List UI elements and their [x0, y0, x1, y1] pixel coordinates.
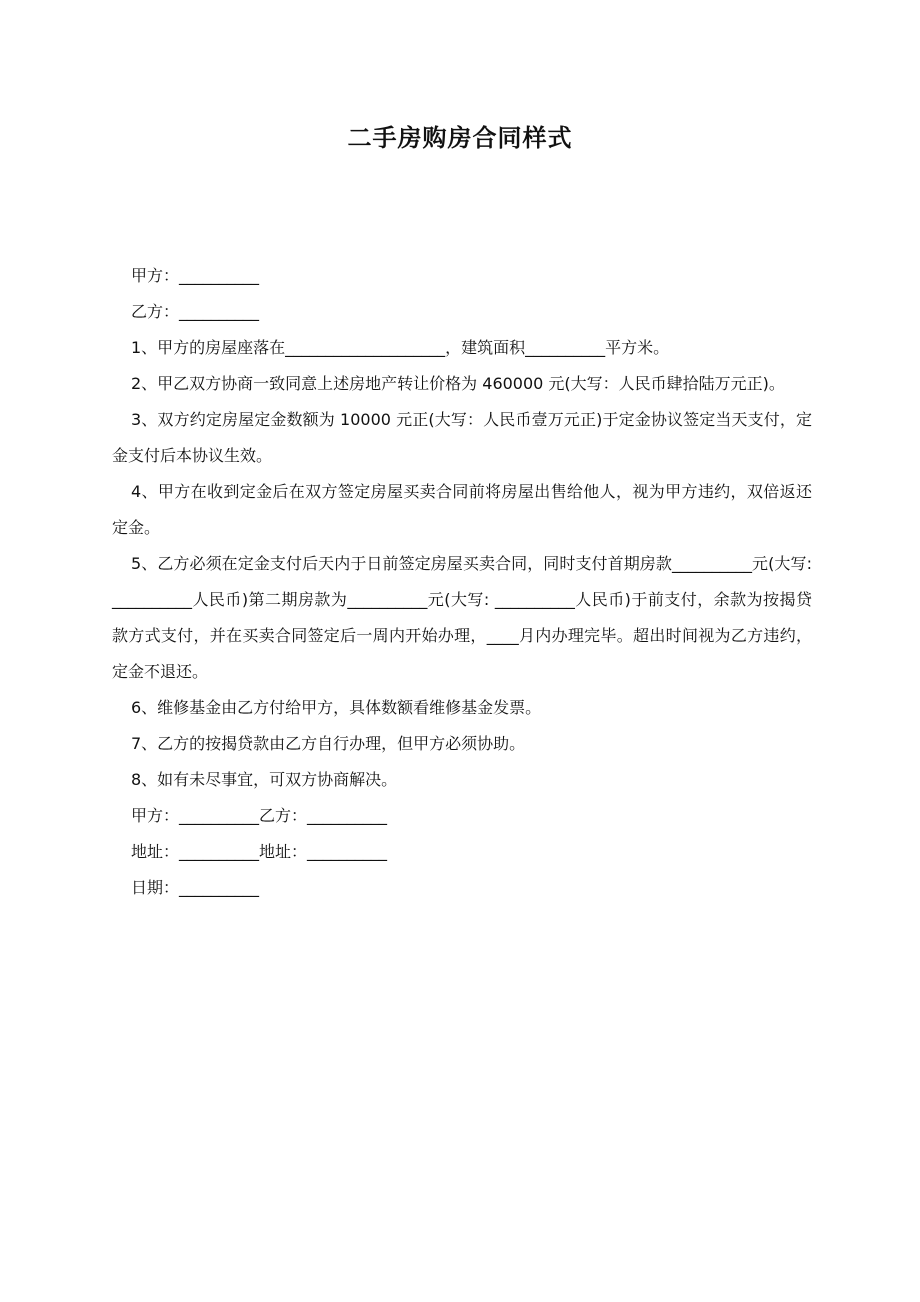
party-a-line: 甲方：__________ [131, 266, 260, 285]
page-title: 二手房购房合同样式 [347, 124, 573, 152]
clause-5: 5、乙方必须在定金支付后天内于日前签定房屋买卖合同，同时支付首期房款__________元(大写: __________人民币)第二期房款为__________元(大写: __________人民币)于前支付，余款为按揭贷款方式支付，并在买卖合同签定后一周内开始办理，____月内办理完毕。超出时间视为乙方违约，定金不退还。 [112, 554, 812, 681]
signature-date: 日期：__________ [131, 878, 260, 897]
clause-4: 4、甲方在收到定金后在双方签定房屋买卖合同前将房屋出售给他人，视为甲方违约，双倍返还定金。 [112, 482, 812, 537]
clause-2: 2、甲乙双方协商一致同意上述房地产转让价格为 460000 元(大写：人民币肆拾陆万元正)。 [131, 374, 785, 393]
clause-3: 3、双方约定房屋定金数额为 10000 元正(大写：人民币壹万元正)于定金协议签定当天支付，定金支付后本协议生效。 [112, 410, 812, 465]
clause-6: 6、维修基金由乙方付给甲方，具体数额看维修基金发票。 [131, 698, 542, 717]
signature-addresses: 地址：__________地址：__________ [131, 842, 388, 861]
clause-8: 8、如有未尽事宜，可双方协商解决。 [131, 770, 398, 789]
clause-1: 1、甲方的房屋座落在____________________，建筑面积__________平方米。 [131, 338, 670, 357]
party-b-line: 乙方：__________ [131, 302, 260, 321]
signature-parties: 甲方：__________乙方：__________ [131, 806, 388, 825]
contract-body [112, 258, 812, 906]
clause-7: 7、乙方的按揭贷款由乙方自行办理，但甲方必须协助。 [131, 734, 526, 753]
